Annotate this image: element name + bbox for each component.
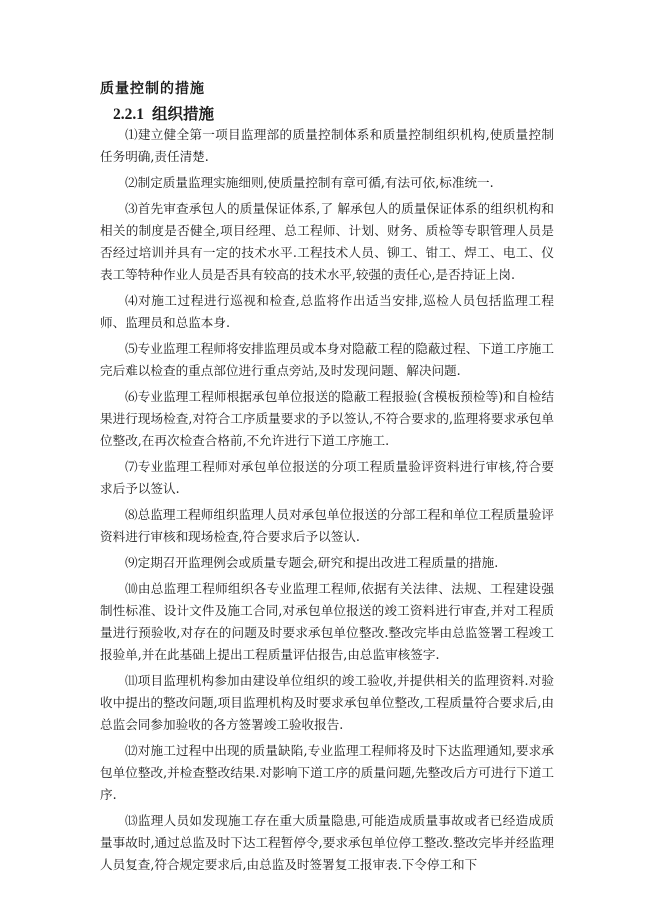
- paragraph-10: ⑽由总监理工程师组织各专业监理工程师,依据有关法律、法规、工程建设强制性标准、设计文件及施工合同,对承包单位报送的竣工资料进行审查,并对工程质量进行预验收,对存在的问题及时要求承包单位整改.整改完毕由总监签署工程竣工报验单,并在此基础上提出工程质量评估报告,由总监审核签字.: [100, 581, 554, 662]
- paragraph-6: ⑹专业监理工程师根据承包单位报送的隐蔽工程报验(含模板预检等)和自检结果进行现场检查,对符合工序质量要求的予以签认,不符合要求的,监理将要求承包单位整改,在再次检查合格前,不允许进行下道工序施工.: [100, 389, 554, 448]
- paragraph-11: ⑾项目监理机构参加由建设单位组织的竣工验收,并提供相关的监理资料.对验收中提出的整改问题,项目监理机构及时要求承包单位整改,工程质量符合要求后,由总监会同参加验收的各方签署竣工验收报告.: [100, 673, 554, 732]
- paragraph-13: ⒀监理人员如发现施工存在重大质量隐患,可能造成质量事故或者已经造成质量事故时,通过总监及时下达工程暂停令,要求承包单位停工整改.整改完毕并经监理人员复查,符合规定要求后,由总监及时签署复工报审表.下令停工和下: [100, 813, 554, 872]
- paragraph-8: ⑻总监理工程师组织监理人员对承包单位报送的分部工程和单位工程质量验评资料进行审核和现场检查,符合要求后予以签认.: [100, 507, 554, 544]
- subsection-number: 2.2.1: [113, 106, 144, 123]
- paragraph-12: ⑿对施工过程中出现的质量缺陷,专业监理工程师将及时下达监理通知,要求承包单位整改,并检查整改结果.对影响下道工序的质量问题,先整改后方可进行下道工序.: [100, 743, 554, 802]
- section-heading: 质量控制的措施: [100, 81, 205, 97]
- paragraph-2: ⑵制定质量监理实施细则,使质量控制有章可循,有法可依,标准统一.: [125, 175, 494, 190]
- paragraph-1: ⑴建立健全第一项目监理部的质量控制体系和质量控制组织机构,使质量控制任务明确,责任清楚.: [100, 127, 554, 164]
- paragraph-5: ⑸专业监理工程师将安排监理员或本身对隐蔽工程的隐蔽过程、下道工序施工完后难以检查的重点部位进行重点旁站,及时发现问题、解决问题.: [100, 341, 554, 378]
- paragraph-7: ⑺专业监理工程师对承包单位报送的分项工程质量验评资料进行审核,符合要求后予以签认.: [100, 459, 554, 496]
- paragraph-3: ⑶首先审查承包人的质量保证体系,了 解承包人的质量保证体系的组织机构和相关的制度是否健全,项目经理、总工程师、计划、财务、质检等专职管理人员是否经过培训并具有一定的技术水平.工程技术人员、铆工、钳工、焊工、电工、仪表工等特种作业人员是否具有较高的技术水平,较强的责任心,是否持证上岗.: [100, 201, 554, 282]
- paragraph-9: ⑼定期召开监理例会或质量专题会,研究和提出改进工程质量的措施.: [125, 555, 499, 570]
- paragraph-4: ⑷对施工过程进行巡视和检查,总监将作出适当安排,巡检人员包括监理工程师、监理员和总监本身.: [100, 293, 554, 330]
- subsection-heading: [113, 102, 214, 124]
- body-text: [100, 124, 554, 880]
- subsection-title: 组织措施: [152, 104, 215, 123]
